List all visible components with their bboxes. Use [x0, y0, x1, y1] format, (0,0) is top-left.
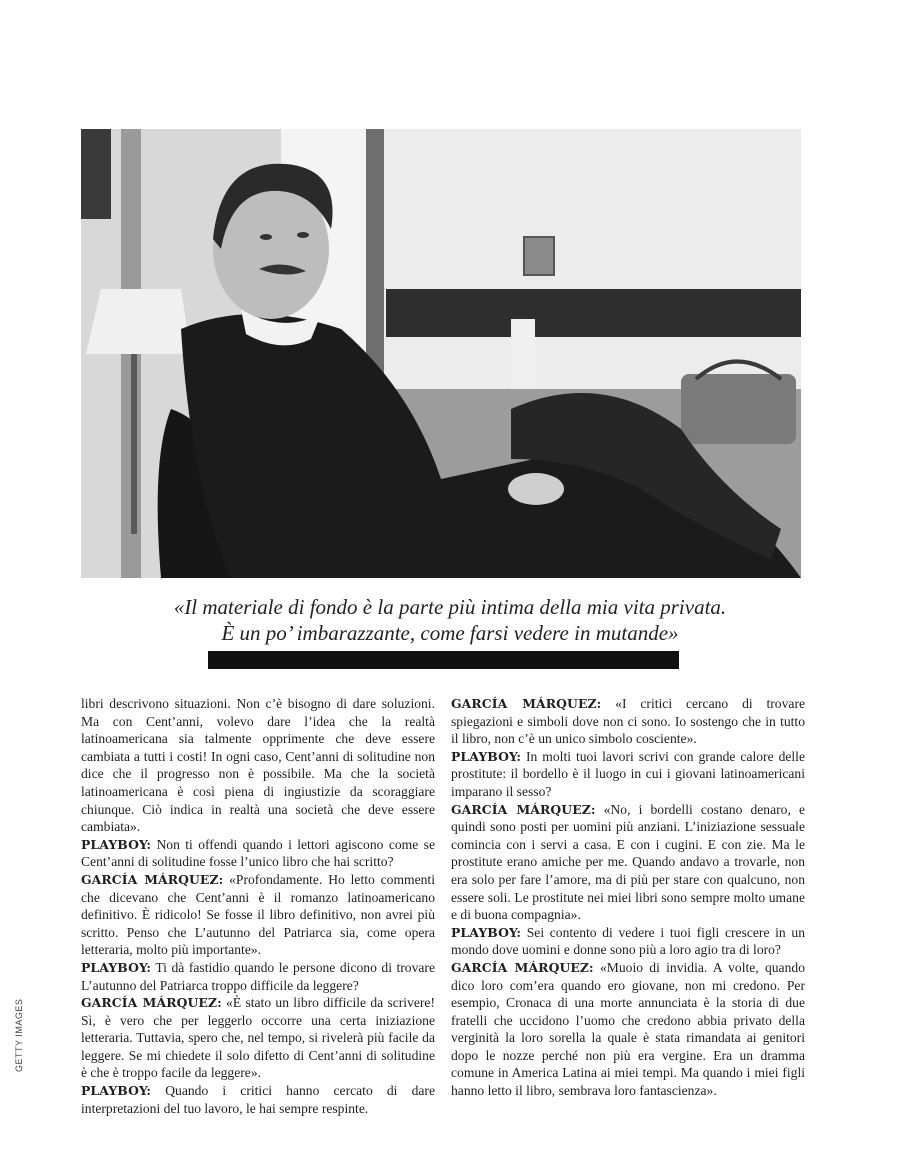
- pull-quote-line-1: «Il materiale di fondo è la parte più intima della mia vita privata.: [173, 595, 727, 619]
- paragraph-text: «Profondamente. Ho letto commenti che dicevano che Cent’anni è il romanzo latinoamericano definitivo. È ridicolo! Se fosse il libro definitivo, non avrei più scritto. Penso che L’autunno del Patriarca sia, come opera letteraria, molto più importante».: [81, 871, 435, 958]
- paragraph-text: Quando i critici hanno cercato di dare interpretazioni del tuo lavoro, le hai sempre respinte.: [81, 1083, 435, 1116]
- left-text-column: [81, 695, 435, 1117]
- paragraph-text: «È stato un libro difficile da scrivere! Sì, è vero che per leggerlo occorre una certa iniziazione letteraria. Tuttavia, spero che, nel tempo, si rivelerà più facile da leggere. Se mi chiedete il solo difetto di Cent’anni di solitudine è che è troppo facile da leggere».: [81, 995, 435, 1081]
- paragraph: [451, 695, 805, 748]
- speaker-label: GARCÍA MÁRQUEZ:: [451, 696, 602, 711]
- paragraph-text: «I critici cercano di trovare spiegazioni e simboli dove non ci sono. Io sostengo che in tutto il libro, non c’è un unico simbolo cosciente».: [451, 696, 805, 747]
- paragraph-text: «Muoio di invidia. A volte, quando dico loro com’era quando ero giovane, non mi credono. Per esempio, Cronaca di una morte annunciata è la storia di due fratelli che uccidono l’uomo che credono abbia privato della verginità la loro sorella la quale è stata rimandata ai genitori dopo le nozze perché non più era vergine. Era un dramma comune in America Latina ai miei tempi. Ma quando i miei figli hanno letto il libro, sembrava loro fantascienza».: [451, 959, 805, 1099]
- speaker-label: GARCÍA MÁRQUEZ:: [81, 995, 222, 1011]
- paragraph: [81, 1082, 435, 1117]
- paragraph-text: In molti tuoi lavori scrivi con grande calore delle prostitute: il bordello è il luogo in cui i giovani latinoamericani imparano il sesso?: [451, 748, 805, 799]
- speaker-label: PLAYBOY:: [451, 748, 522, 764]
- speaker-label: PLAYBOY:: [81, 1083, 152, 1099]
- paragraph: [451, 801, 805, 924]
- paragraph: [451, 748, 805, 801]
- paragraph: [81, 836, 435, 871]
- paragraph-text: libri descrivono situazioni. Non c’è bisogno di dare soluzioni. Ma con Cent’anni, volevo dare l’idea che la realtà latinoamericana sia talmente opprimente che deve essere cambiata a tutti i costi! In ogni caso, Cent’anni di solitudine non dice che il progresso non è possibile. Ma che la società latinoamericana è così piena di ingiustizie da scoraggiare chiunque. Ciò indica in realtà una società che deve essere cambiata».: [81, 696, 435, 835]
- speaker-label: GARCÍA MÁRQUEZ:: [81, 871, 224, 887]
- paragraph: [81, 994, 435, 1082]
- paragraph: [81, 871, 435, 959]
- paragraph-text: Sei contento di vedere i tuoi figli crescere in un mondo dove uomini e donne sono più a loro agio tra di loro?: [451, 924, 805, 958]
- paragraph: [451, 924, 805, 959]
- quote-divider-bar: [208, 651, 679, 669]
- pull-quote-line-2: È un po’ imbarazzante, come farsi vedere in mutande»: [221, 621, 679, 645]
- speaker-label: GARCÍA MÁRQUEZ:: [451, 959, 594, 975]
- speaker-label: GARCÍA MÁRQUEZ:: [451, 801, 596, 817]
- speaker-label: PLAYBOY:: [81, 959, 152, 975]
- photo-portrait-icon: [81, 129, 801, 578]
- speaker-label: PLAYBOY:: [81, 836, 152, 852]
- paragraph: [81, 959, 435, 994]
- portrait-photo: [81, 129, 801, 578]
- paragraph-text: Non ti offendi quando i lettori agiscono come se Cent’anni di solitudine fosse l’unico libro che hai scritto?: [81, 836, 435, 870]
- paragraph-text: Ti dà fastidio quando le persone dicono di trovare L’autunno del Patriarca troppo difficile da leggere?: [81, 959, 435, 993]
- paragraph-text: «No, i bordelli costano denaro, e quindi sono posti per uomini più anziani. L’iniziazione sessuale comincia con i servi a casa. E con i cugini. E con zie. Ma le prostitute erano amiche per me. Quando andavo a trovarle, non era solo per fare l’amore, ma di più per stare con qualcuno, non essere soli. Le prostitute nei miei libri sono sempre molto umane e di buona compagnia».: [451, 801, 805, 923]
- paragraph: [81, 695, 435, 836]
- photo-credit: GETTY IMAGES: [14, 998, 24, 1072]
- pull-quote: [100, 594, 800, 646]
- right-text-column: [451, 695, 805, 1100]
- speaker-label: PLAYBOY:: [451, 924, 522, 940]
- paragraph: [451, 959, 805, 1100]
